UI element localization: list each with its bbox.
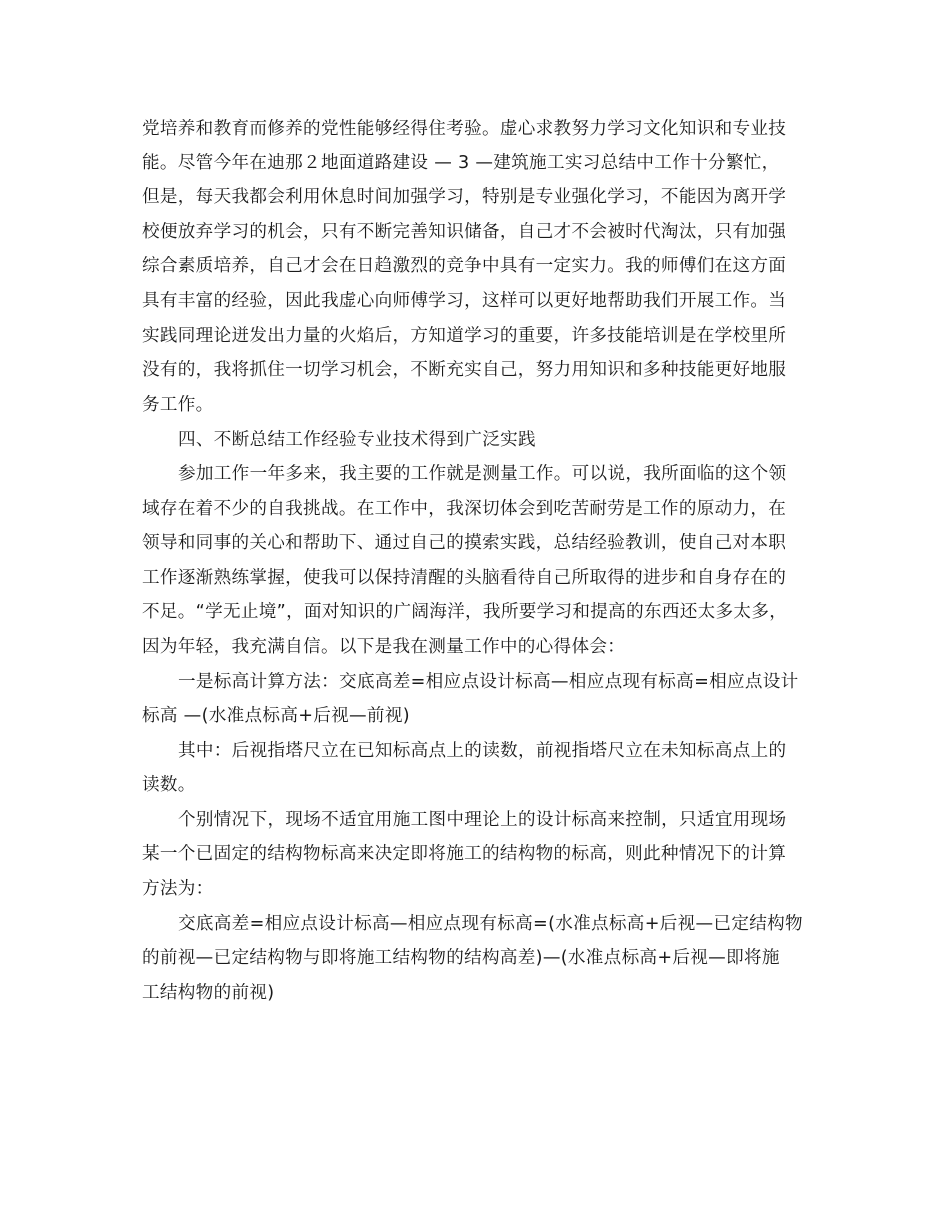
text-line: 因为年轻，我充满自信。以下是我在测量工作中的心得体会： [142,637,626,657]
text-line: 实践同理论迸发出力量的火焰后，方知道学习的重要，许多技能培训是在学校里所 [142,326,787,346]
text-line: 但是，每天我都会利用休息时间加强学习，特别是专业强化学习，不能因为离开学 [142,187,787,207]
text-line: 能。尽管今年在迪那２地面道路建设 — 3 —建筑施工实习总结中工作十分繁忙， [142,153,780,173]
text-line: 交底高差=相应点设计标高—相应点现有标高=(水准点标高+后视—已定结构物 [178,914,803,934]
section-heading: 四、不断总结工作经验专业技术得到广泛实践 [178,430,536,450]
text-line: 校便放弃学习的机会，只有不断完善知识储备，自己才不会被时代淘汰，只有加强 [142,222,787,242]
text-line: 方法为： [142,879,214,899]
text-line: 一是标高计算方法：交底高差=相应点设计标高—相应点现有标高=相应点设计 [178,672,799,692]
text-line: 领导和同事的关心和帮助下、通过自己的摸索实践，总结经验教训，使自己对本职 [142,533,787,553]
text-line: 某一个已固定的结构物标高来决定即将施工的结构物的标高，则此种情况下的计算 [142,844,787,864]
text-line: 具有丰富的经验，因此我虚心向师傅学习，这样可以更好地帮助我们开展工作。当 [142,291,787,311]
text-line: 的前视—已定结构物与即将施工结构物的结构高差)—(水准点标高+后视—即将施 [142,948,780,968]
text-line: 标高 —(水准点标高+后视—前视) [142,706,410,726]
text-line: 个别情况下，现场不适宜用施工图中理论上的设计标高来控制，只适宜用现场 [178,810,787,830]
text-line: 其中：后视指塔尺立在已知标高点上的读数，前视指塔尺立在未知标高点上的 [178,741,787,761]
text-line: 域存在着不少的自我挑战。在工作中，我深切体会到吃苦耐劳是工作的原动力，在 [142,499,787,519]
text-line: 工作逐渐熟练掌握，使我可以保持清醒的头脑看待自己所取得的进步和自身存在的 [142,568,787,588]
text-line: 工结构物的前视) [142,983,275,1003]
text-line: 党培养和教育而修养的党性能够经得住考验。虚心求教努力学习文化知识和专业技 [142,119,787,139]
text-line: 不足。“学无止境”，面对知识的广阔海洋，我所要学习和提高的东西还太多太多， [142,602,788,622]
text-line: 参加工作一年多来，我主要的工作就是测量工作。可以说，我所面临的这个领 [178,464,787,484]
text-line: 综合素质培养，自己才会在日趋激烈的竞争中具有一定实力。我的师傅们在这方面 [142,256,787,276]
text-line: 务工作。 [142,395,214,415]
text-line: 读数。 [142,775,196,795]
text-line: 没有的，我将抓住一切学习机会，不断充实自己，努力用知识和多种技能更好地服 [142,360,787,380]
